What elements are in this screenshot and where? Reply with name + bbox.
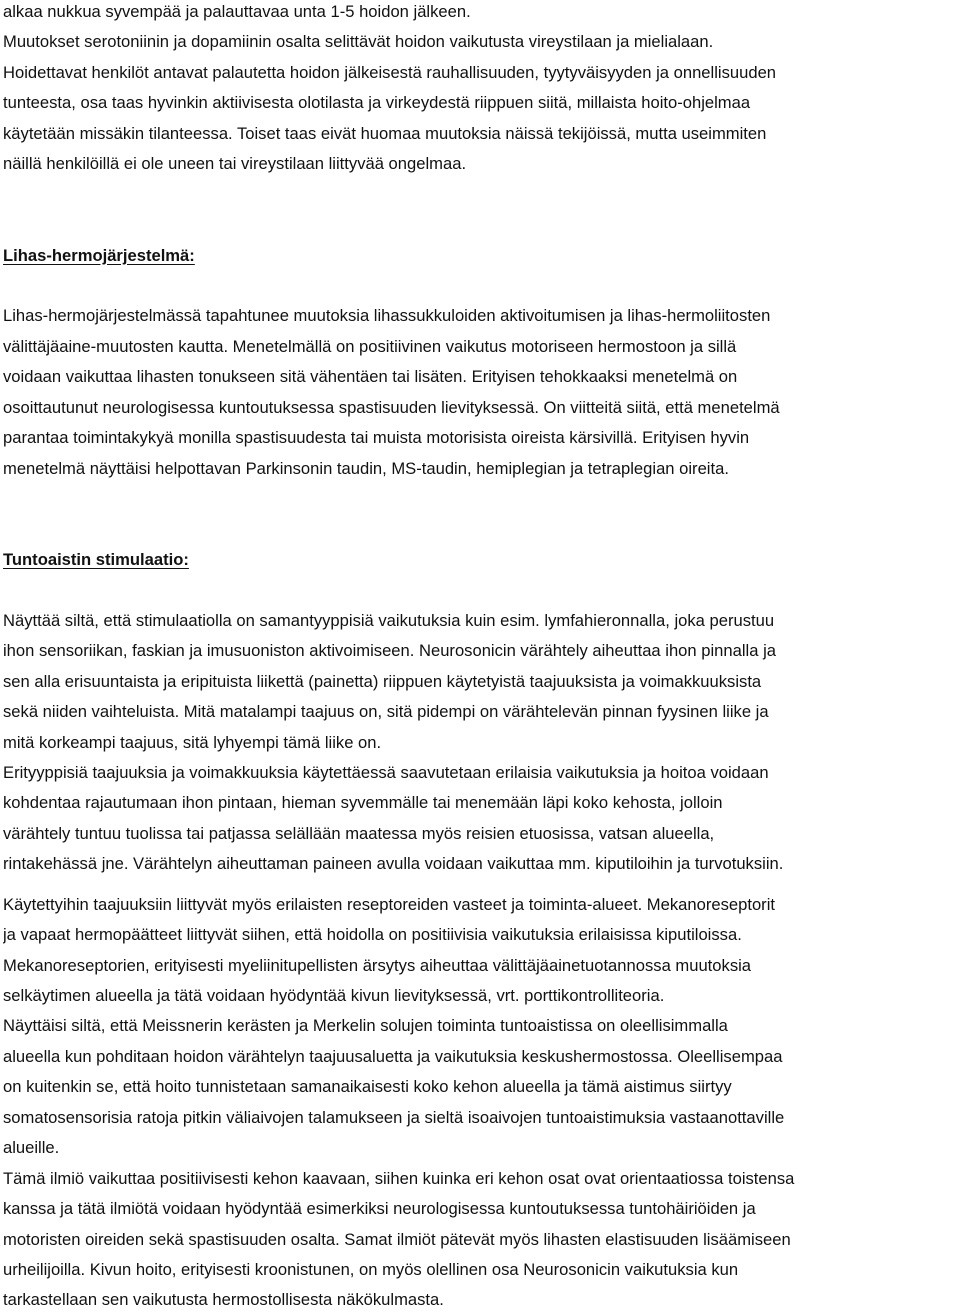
spacer — [3, 880, 957, 890]
text-line: sekä niiden vaihteluista. Mitä matalampi taajuus on, sitä pidempi on värähtelevän pinnan fyysinen liike ja — [3, 702, 769, 722]
text-line: urheilijoilla. Kivun hoito, erityisesti kroonistunen, on myös olellinen osa Neurosonicin vaikutuksia kun — [3, 1259, 739, 1279]
spacer — [3, 271, 957, 301]
section-heading-sensory: Tuntoaistin stimulaatio: — [3, 549, 189, 569]
text-line: kohdentaa rajautumaan ihon pintaan, hieman syvemmälle tai menemään läpi koko kehosta, jolloin — [3, 793, 723, 813]
text-line: Käytettyihin taajuuksiin liittyvät myös erilaisten reseptoreiden vasteet ja toiminta-alueet. Mekanoreseptorit — [3, 894, 775, 914]
text-line: sen alla erisuuntaista ja eripituista liikettä (painetta) riippuen käytetyistä taajuuksista ja voimakkuuksista — [3, 671, 762, 691]
text-line: Tämä ilmiö vaikuttaa positiivisesti kehon kaavaan, siihen kuinka eri kehon osat ovat orientaatiossa toistensa — [3, 1168, 795, 1188]
text-line: Mekanoreseptorien, erityisesti myeliinitupellisten ärsytys aiheuttaa välittäjäainetuotannossa muutoksia — [3, 955, 752, 975]
text-line: tarkastellaan sen vaikutusta hermostollisesta näkökulmasta. — [3, 1290, 444, 1310]
text-line: kanssa ja tätä ilmiötä voidaan hyödyntää esimerkiksi neurologisessa kuntoutuksessa tuntohäiriöiden ja — [3, 1199, 756, 1219]
text-line: voidaan vaikuttaa lihasten tonukseen sitä vähentäen tai lisäten. Erityisen tehokkaaksi menetelmä on — [3, 367, 738, 387]
text-line: Lihas-hermojärjestelmässä tapahtunee muutoksia lihassukkuloiden aktivoitumisen ja lihas-hermoliitosten — [3, 306, 771, 326]
text-line: parantaa toimintakykyä monilla spastisuudesta tai muista motorisista oireista kärsivillä. Erityisen hyvin — [3, 428, 750, 448]
text-line: Hoidettavat henkilöt antavat palautetta hoidon jälkeisestä rauhallisuuden, tyytyväisyyden ja onnellisuuden — [3, 62, 777, 82]
text-line: rintakehässä jne. Värähtelyn aiheuttaman paineen avulla voidaan vaikuttaa mm. kiputiloihin ja turvotuksiin. — [3, 854, 784, 874]
spacer — [3, 514, 957, 544]
text-line: ihon sensoriikan, faskian ja imusuoniston aktivoimiseen. Neurosonicin värähtely aiheuttaa ihon pinnalla ja — [3, 641, 776, 661]
spacer — [3, 180, 957, 210]
spacer — [3, 210, 957, 240]
text-line: alueella kun pohditaan hoidon värähtelyn taajuusaluetta ja vaikutuksia keskushermostossa. Oleellisempaa — [3, 1046, 783, 1066]
text-line: menetelmä näyttäisi helpottavan Parkinsonin taudin, MS-taudin, hemiplegian ja tetraplegian oireita. — [3, 458, 729, 478]
document-page — [3, 0, 957, 1316]
text-line: osoittautunut neurologisessa kuntoutuksessa spastisuuden lievityksessä. On viitteitä siitä, että menetelmä — [3, 397, 780, 417]
text-line: on kuitenkin se, että hoito tunnistetaan samanaikaisesti koko kehon alueella ja tämä aistimus siirtyy — [3, 1077, 732, 1097]
text-line: somatosensorisia ratoja pitkin väliaivojen talamukseen ja sieltä isoaivojen tuntoaistimuksia vastaanottaville — [3, 1107, 785, 1127]
sensory-paragraph-2 — [3, 890, 957, 1316]
text-line: värähtely tuntuu tuolissa tai patjassa selällään maatessa myös reisien etuosissa, vatsan alueella, — [3, 823, 715, 843]
text-line: motoristen oireiden sekä spastisuuden osalta. Samat ilmiöt pätevät myös lihasten elastisuuden lisäämiseen — [3, 1229, 791, 1249]
text-line: Muutokset serotoniinin ja dopamiinin osalta selittävät hoidon vaikutusta vireystilaan ja mielialaan. — [3, 32, 714, 52]
text-line: alkaa nukkua syvempää ja palauttavaa unta 1-5 hoidon jälkeen. — [3, 2, 471, 21]
text-line: näillä henkilöillä ei ole uneen tai vireystilaan liittyvää ongelmaa. — [3, 154, 467, 174]
spacer — [3, 484, 957, 514]
spacer — [3, 575, 957, 605]
text-line: käytetään missäkin tilanteessa. Toiset taas eivät huomaa muutoksia näissä tekijöissä, mutta useimmiten — [3, 123, 767, 143]
neuromuscular-paragraph — [3, 301, 957, 484]
text-line: tunteesta, osa taas hyvinkin aktiivisesta olotilasta ja virkeydestä riippuen siitä, millaista hoito-ohjelmaa — [3, 93, 751, 113]
intro-paragraph — [3, 0, 957, 180]
text-line: ja vapaat hermopäätteet liittyvät siihen, että hoidolla on positiivisia vaikutuksia erilaisissa kiputiloissa. — [3, 925, 742, 945]
text-line: mitä korkeampi taajuus, sitä lyhyempi tämä liike on. — [3, 732, 382, 752]
text-line: välittäjäaine-muutosten kautta. Menetelmällä on positiivinen vaikutus motoriseen hermostoon ja sillä — [3, 336, 737, 356]
section-heading-neuromuscular: Lihas-hermojärjestelmä: — [3, 245, 195, 265]
text-line: Erityyppisiä taajuuksia ja voimakkuuksia käytettäessä saavutetaan erilaisia vaikutuksia ja hoitoa voidaan — [3, 762, 769, 782]
text-line: Näyttää siltä, että stimulaatiolla on samantyyppisiä vaikutuksia kuin esim. lymfahieronnalla, joka perustuu — [3, 610, 775, 630]
text-line: selkäytimen alueella ja tätä voidaan hyödyntää kivun lievityksessä, vrt. porttikontrolliteoria. — [3, 986, 665, 1005]
sensory-paragraph-1 — [3, 606, 957, 880]
text-line: Näyttäisi siltä, että Meissnerin kerästen ja Merkelin solujen toiminta tuntoaistissa on oleellisimmalla — [3, 1016, 728, 1036]
text-line: alueille. — [3, 1138, 60, 1158]
